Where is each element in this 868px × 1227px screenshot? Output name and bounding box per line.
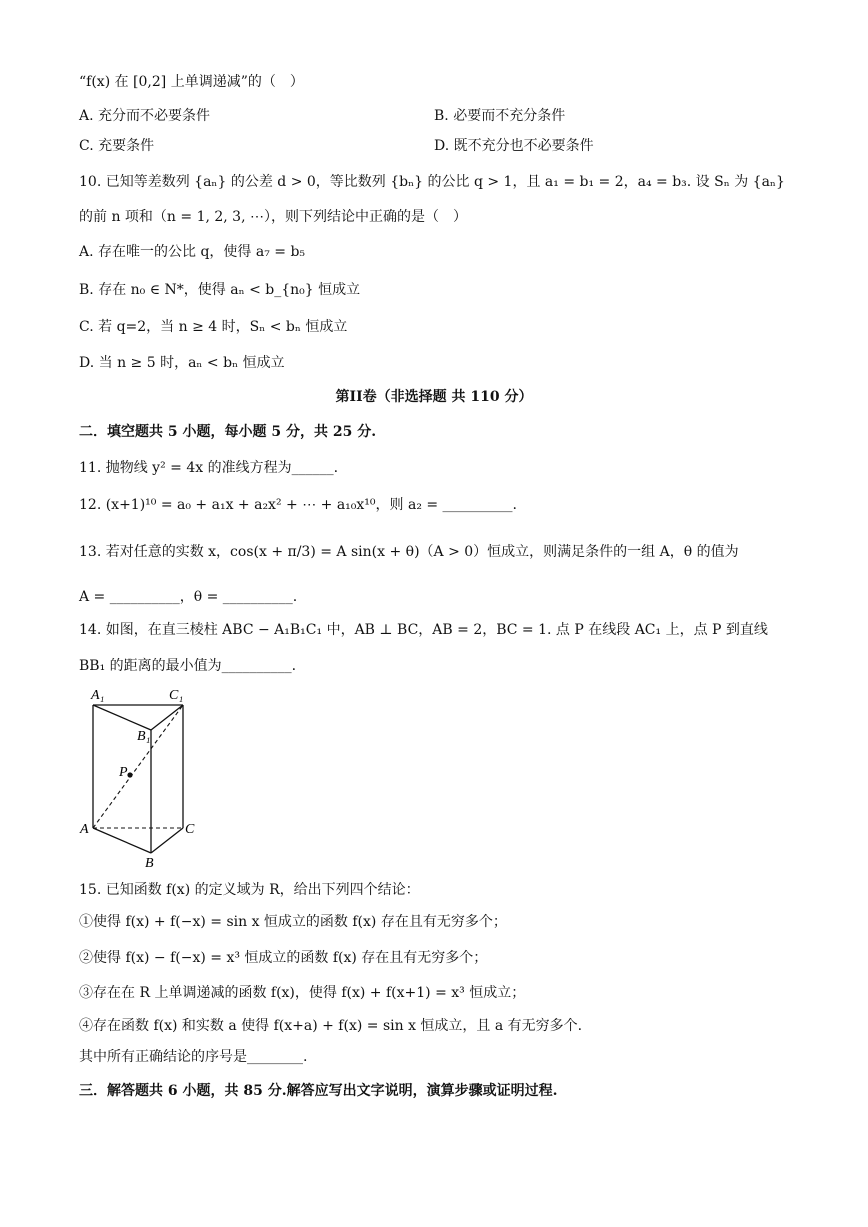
- label-p: P: [119, 765, 128, 780]
- q14-line1: 14. 如图，在直三棱柱 ABC − A₁B₁C₁ 中，AB ⊥ BC，AB = 2，BC = 1. 点 P 在线段 AC₁ 上，点 P 到直线: [79, 622, 768, 638]
- q15-stem: 15. 已知函数 f(x) 的定义域为 R，给出下列四个结论：: [79, 882, 420, 898]
- q15-ask: 其中所有正确结论的序号是________.: [79, 1049, 308, 1065]
- part2-title: 第II卷（非选择题 共 110 分）: [335, 389, 533, 405]
- label-a: A: [80, 822, 89, 837]
- q10-option-b: B. 存在 n₀ ∈ N*，使得 aₙ < b_{n₀} 恒成立: [79, 282, 361, 298]
- q13-line1: 13. 若对任意的实数 x，cos(x + π/3) = A sin(x + θ)（A > 0）恒成立，则满足条件的一组 A，θ 的值为: [79, 544, 739, 560]
- q15-item-3: ③存在在 R 上单调递减的函数 f(x)，使得 f(x) + f(x+1) = x³ 恒成立；: [79, 985, 526, 1001]
- label-b: B: [145, 856, 154, 868]
- label-c: C: [185, 822, 195, 837]
- section2-heading: 二．填空题共 5 小题，每小题 5 分，共 25 分.: [79, 424, 377, 440]
- q10-stem-line1: 10. 已知等差数列 {aₙ} 的公差 d > 0，等比数列 {bₙ} 的公比 q > 1，且 a₁ = b₁ = 2，a₄ = b₃. 设 Sₙ 为 {aₙ}: [79, 174, 785, 190]
- q9-tail: “f(x) 在 [0,2] 上单调递减”的（ ）: [79, 74, 304, 90]
- label-c1: C₁: [169, 688, 184, 703]
- q9-option-d: D. 既不充分也不必要条件: [434, 138, 594, 154]
- prism-figure: [79, 683, 209, 868]
- q13-line2: A = __________，θ = __________.: [79, 589, 298, 605]
- q9-option-b: B. 必要而不充分条件: [434, 108, 566, 124]
- q10-option-c: C. 若 q=2，当 n ≥ 4 时，Sₙ < bₙ 恒成立: [79, 319, 348, 335]
- q10-option-d: D. 当 n ≥ 5 时，aₙ < bₙ 恒成立: [79, 355, 285, 371]
- section3-heading: 三．解答题共 6 小题，共 85 分.解答应写出文字说明，演算步骤或证明过程.: [79, 1083, 558, 1099]
- q15-item-1: ①使得 f(x) + f(−x) = sin x 恒成立的函数 f(x) 存在且有无穷多个；: [79, 914, 507, 930]
- q12: 12. (x+1)¹⁰ = a₀ + a₁x + a₂x² + ⋯ + a₁₀x¹⁰，则 a₂ = __________.: [79, 497, 518, 513]
- q15-item-2: ②使得 f(x) − f(−x) = x³ 恒成立的函数 f(x) 存在且有无穷多个；: [79, 950, 488, 966]
- q10-stem-line2: 的前 n 项和（n = 1, 2, 3, ⋯），则下列结论中正确的是（ ）: [79, 209, 467, 225]
- label-a1: A₁: [91, 688, 105, 703]
- q9-option-c: C. 充要条件: [79, 138, 155, 154]
- q14-line2: BB₁ 的距离的最小值为__________.: [79, 658, 297, 674]
- q11: 11. 抛物线 y² = 4x 的准线方程为______.: [79, 460, 339, 476]
- q15-item-4: ④存在函数 f(x) 和实数 a 使得 f(x+a) + f(x) = sin x 恒成立，且 a 有无穷多个.: [79, 1018, 583, 1034]
- label-b1: B₁: [137, 729, 151, 744]
- q9-option-a: A. 充分而不必要条件: [79, 108, 211, 124]
- q10-option-a: A. 存在唯一的公比 q，使得 a₇ = b₅: [79, 244, 306, 260]
